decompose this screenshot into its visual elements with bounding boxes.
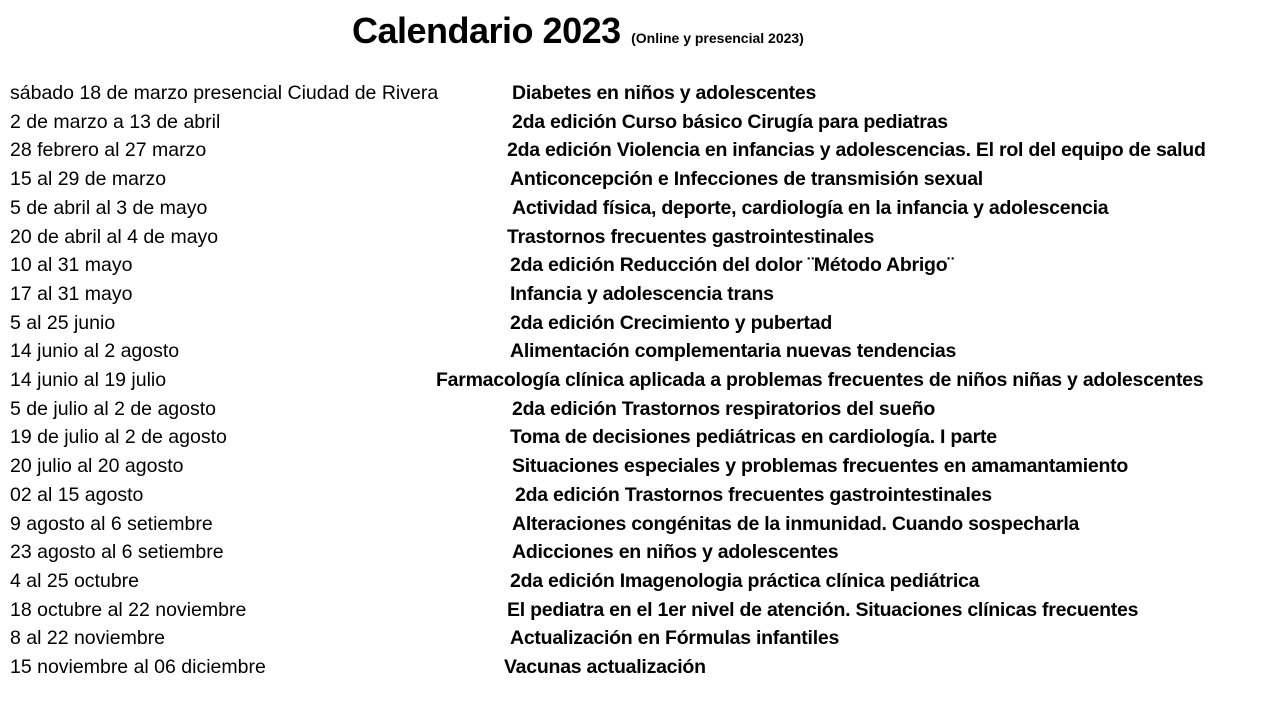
course-title: Actividad física, deporte, cardiología en la infancia y adolescencia: [512, 196, 1109, 219]
event-date: 14 junio al 2 agosto: [10, 340, 180, 363]
event-date: 10 al 31 mayo: [10, 254, 133, 277]
event-date: 02 al 15 agosto: [10, 483, 144, 506]
event-date: 15 al 29 de marzo: [10, 168, 167, 191]
course-title: Alimentación complementaria nuevas tendencias: [510, 340, 957, 363]
calendar-row: [0, 251, 1280, 279]
page-subtitle: (Online y presencial 2023): [631, 30, 804, 46]
calendar-row: [0, 280, 1280, 308]
event-date: 20 de abril al 4 de mayo: [10, 225, 219, 248]
course-title: 2da edición Trastornos frecuentes gastrointestinales: [515, 483, 992, 506]
calendar-row: [0, 366, 1280, 394]
course-title: Adicciones en niños y adolescentes: [512, 541, 839, 564]
calendar-row: [0, 337, 1280, 365]
calendar-row: [0, 165, 1280, 193]
calendar-row: [0, 423, 1280, 451]
calendar-row: [0, 567, 1280, 595]
calendar-row: [0, 136, 1280, 164]
course-title: Vacunas actualización: [504, 656, 706, 678]
calendar-row: [0, 596, 1280, 624]
calendar-row: [0, 653, 1280, 681]
calendar-row: [0, 538, 1280, 566]
event-date: 23 agosto al 6 setiembre: [10, 541, 224, 564]
event-date: 8 al 22 noviembre: [10, 627, 166, 650]
course-title: 2da edición Violencia en infancias y adolescencias. El rol del equipo de salud: [507, 139, 1206, 162]
event-date: 5 al 25 junio: [10, 311, 116, 334]
course-title: Farmacología clínica aplicada a problemas frecuentes de niños niñas y adolescentes: [436, 369, 1204, 391]
calendar-row: [0, 108, 1280, 136]
event-date: 4 al 25 octubre: [10, 569, 140, 592]
course-title: 2da edición Crecimiento y pubertad: [510, 311, 832, 334]
event-date: 20 julio al 20 agosto: [10, 455, 184, 478]
event-date: 28 febrero al 27 marzo: [10, 139, 207, 162]
calendar-row: [0, 395, 1280, 423]
calendar-row: [0, 309, 1280, 337]
event-date: 18 octubre al 22 noviembre: [10, 598, 247, 621]
page-title: Calendario 2023: [352, 10, 621, 51]
event-date: 17 al 31 mayo: [10, 282, 133, 305]
event-date: 5 de abril al 3 de mayo: [10, 196, 208, 219]
course-title: 2da edición Reducción del dolor ¨Método Abrigo¨: [510, 254, 954, 277]
course-title: Toma de decisiones pediátricas en cardiología. I parte: [510, 426, 997, 449]
calendar-row: [0, 481, 1280, 509]
course-title: 2da edición Imagenologia práctica clínica pediátrica: [510, 569, 980, 592]
course-title: Anticoncepción e Infecciones de transmisión sexual: [510, 168, 983, 191]
course-title: Situaciones especiales y problemas frecuentes en amamantamiento: [512, 455, 1129, 478]
calendar-row: [0, 79, 1280, 107]
event-date: 9 agosto al 6 setiembre: [10, 512, 213, 535]
course-title: Actualización en Fórmulas infantiles: [510, 627, 840, 650]
event-date: sábado 18 de marzo presencial Ciudad de Rivera: [10, 82, 439, 104]
course-title: 2da edición Trastornos respiratorios del sueño: [512, 397, 936, 420]
event-date: 2 de marzo a 13 de abril: [10, 110, 221, 133]
course-title: Infancia y adolescencia trans: [510, 282, 774, 305]
event-date: 15 noviembre al 06 diciembre: [10, 656, 266, 678]
calendar-row: [0, 452, 1280, 480]
course-title: Diabetes en niños y adolescentes: [512, 82, 817, 104]
page-header: [352, 10, 804, 52]
calendar-row: [0, 223, 1280, 251]
calendar-row: [0, 624, 1280, 652]
course-title: El pediatra en el 1er nivel de atención. Situaciones clínicas frecuentes: [507, 598, 1139, 621]
calendar-row: [0, 510, 1280, 538]
course-title: Trastornos frecuentes gastrointestinales: [507, 225, 875, 248]
event-date: 19 de julio al 2 de agosto: [10, 426, 227, 449]
course-title: 2da edición Curso básico Cirugía para pediatras: [512, 110, 948, 133]
calendar-row: [0, 194, 1280, 222]
event-date: 14 junio al 19 julio: [10, 369, 167, 391]
event-date: 5 de julio al 2 de agosto: [10, 397, 216, 420]
course-title: Alteraciones congénitas de la inmunidad. Cuando sospecharla: [512, 512, 1080, 535]
